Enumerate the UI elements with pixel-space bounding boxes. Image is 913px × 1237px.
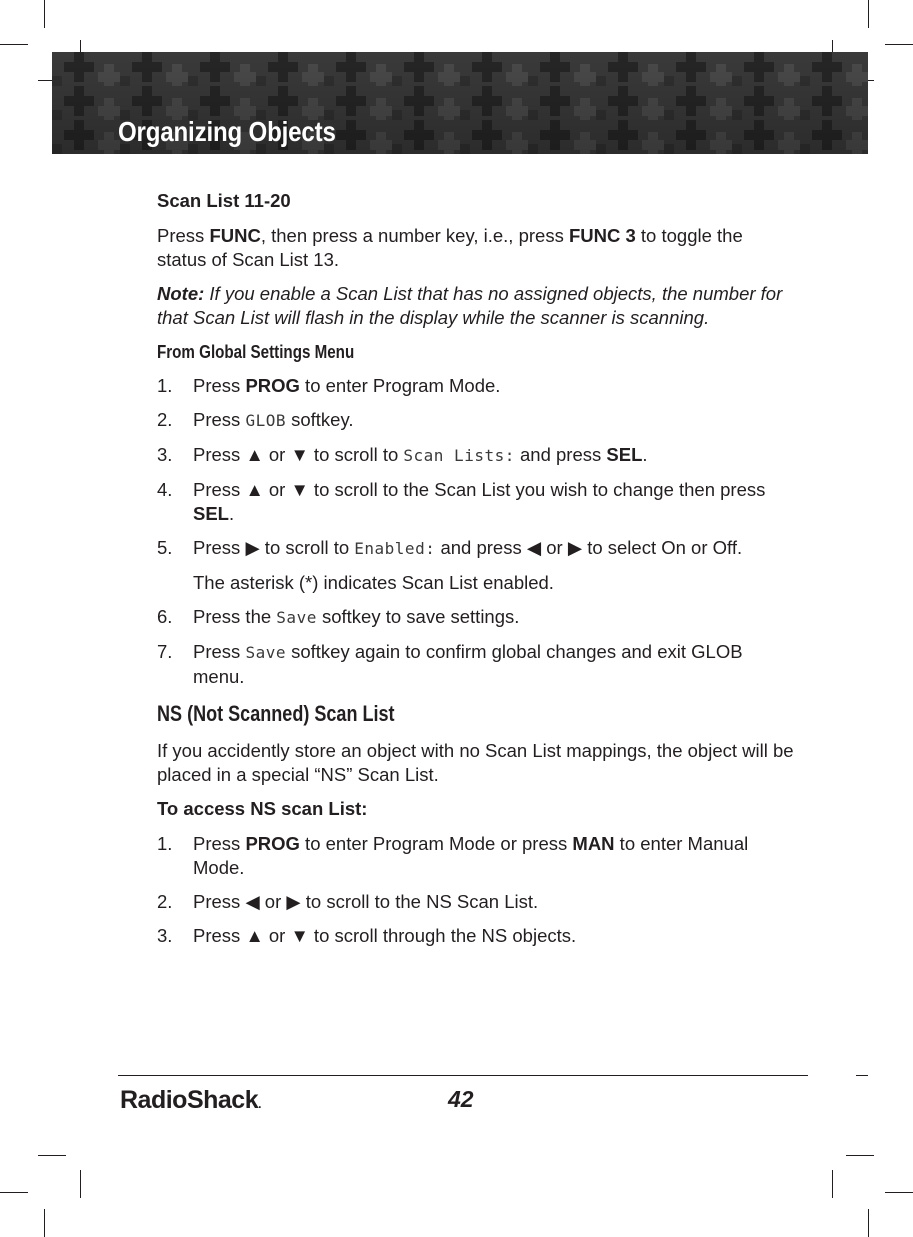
page-number: 42 — [448, 1086, 474, 1112]
list-item: 2. Press ◀ or ▶ to scroll to the NS Scan List. — [157, 891, 539, 912]
page-content — [157, 189, 797, 958]
list-item: 2. Press GLOB softkey. — [157, 409, 354, 430]
lcd-text: Scan Lists: — [403, 446, 515, 465]
section-heading: Scan List 11-20 — [157, 190, 291, 211]
steps-list — [157, 374, 797, 689]
lcd-text: GLOB — [245, 411, 286, 430]
down-arrow-icon: ▼ — [290, 444, 309, 465]
crop-mark — [856, 1075, 868, 1076]
list-item: 3. Press ▲ or ▼ to scroll through the NS objects. — [157, 925, 577, 946]
list-item: 7. Press Save softkey again to confirm global changes and exit GLOB menu. — [157, 641, 743, 687]
crop-mark — [868, 1209, 869, 1237]
note: Note: If you enable a Scan List that has no assigned objects, the number for that Scan List will flash in the display while the scanner is scanning. — [157, 283, 783, 328]
list-item: 4. Press ▲ or ▼ to scroll to the Scan List you wish to change then press SEL. — [157, 479, 766, 524]
up-arrow-icon: ▲ — [245, 479, 264, 500]
crop-mark — [832, 1170, 833, 1198]
crop-mark — [38, 1155, 66, 1156]
paragraph: Press FUNC, then press a number key, i.e., press FUNC 3 to toggle the status of Scan List 13. — [157, 225, 743, 270]
down-arrow-icon: ▼ — [290, 479, 309, 500]
right-arrow-icon: ▶ — [567, 537, 583, 558]
up-arrow-icon: ▲ — [245, 925, 264, 946]
list-item: 1. Press PROG to enter Program Mode. — [157, 375, 501, 396]
section-heading: From Global Settings Menu — [157, 341, 355, 362]
right-arrow-icon: ▶ — [286, 891, 301, 912]
left-arrow-icon: ◀ — [526, 537, 542, 558]
page-title: Organizing Objects — [118, 116, 336, 147]
crop-mark — [885, 44, 913, 45]
crop-mark — [44, 0, 45, 28]
crop-mark — [846, 1155, 874, 1156]
up-arrow-icon: ▲ — [245, 444, 264, 465]
lcd-text: Save — [276, 608, 317, 627]
paragraph: If you accidently store an object with no Scan List mappings, the object will be placed in a special “NS” Scan List. — [157, 740, 794, 785]
steps-list — [157, 832, 797, 948]
crop-mark — [885, 1192, 913, 1193]
section-heading: NS (Not Scanned) Scan List — [157, 701, 395, 726]
list-item: 3. Press ▲ or ▼ to scroll to Scan Lists: and press SEL. — [157, 444, 648, 465]
crop-mark — [0, 44, 28, 45]
lcd-text: Save — [245, 643, 286, 662]
footer-divider — [118, 1075, 808, 1076]
down-arrow-icon: ▼ — [290, 925, 309, 946]
left-arrow-icon: ◀ — [245, 891, 260, 912]
brand-logo: RadioShack. — [120, 1086, 261, 1114]
sub-heading: To access NS scan List: — [157, 798, 368, 819]
crop-mark — [868, 0, 869, 28]
list-item: 1. Press PROG to enter Program Mode or press MAN to enter Manual Mode. — [157, 833, 749, 878]
list-item: 5. Press ▶ to scroll to Enabled: and press ◀ or ▶ to select On or Off. — [157, 537, 743, 558]
header-banner — [52, 52, 868, 154]
crop-mark — [80, 1170, 81, 1198]
lcd-text: Enabled: — [354, 539, 436, 558]
crop-mark — [0, 1192, 28, 1193]
list-item: 6. Press the Save softkey to save settings. — [157, 606, 520, 627]
step-note: The asterisk (*) indicates Scan List enabled. — [193, 572, 554, 593]
crop-mark — [44, 1209, 45, 1237]
right-arrow-icon: ▶ — [245, 537, 260, 558]
